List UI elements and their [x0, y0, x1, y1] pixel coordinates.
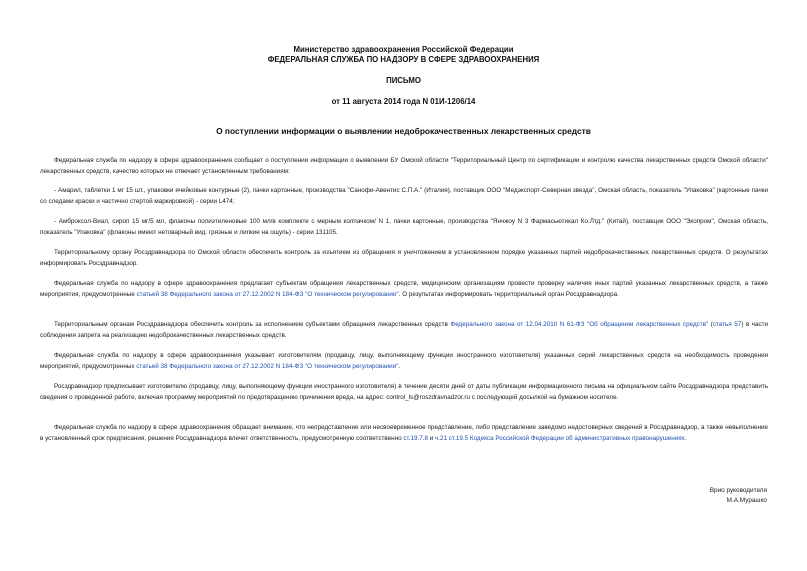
paragraph-2-amaryl: - Амарил, таблетки 1 мг 15 шт., упаковки ячейковые контурные (2), пачки картонные, производства "Санофи-Авентис С.П.А." (Италия), поставщик ООО "Медэкспорт-Северная звезда", Омская область, показатель "Упаковка" (картонные пачки со следами краски и частично стертой маркировкой) - серии L474; — [40, 187, 768, 205]
document-date-number: от 11 августа 2014 года N 01И-1206/14 — [331, 97, 476, 106]
document-title: О поступлении информации о выявлении недоброкачественных лекарственных средств — [216, 126, 591, 136]
paragraph-1: Федеральная служба по надзору в сфере здравоохранения сообщает о поступлении информации о выявлении БУ Омской области "Территориальный Центр по сертификации и контролю качества лекарственных средств Омской области" лекарственных средств, качество которых не отвечает установленным требованиям: — [40, 157, 768, 175]
signature-position: Врио руководителя — [709, 487, 767, 494]
koap-article-19-5-part-21-link[interactable]: ч.21 ст.19.5 Кодекса Российской Федерации об административных правонарушениях — [435, 434, 685, 442]
document-type: ПИСЬМО — [386, 76, 421, 85]
koap-article-19-7-8-link[interactable]: ст.19.7.8 — [403, 434, 428, 442]
article-57-link[interactable]: статья 57 — [712, 321, 742, 328]
paragraph-4: Территориальному органу Росздравнадзора по Омской области обеспечить контроль за изъятием из обращения и уничтожением в установленном порядке указанных партий недоброкачественных лекарственных средств. О результатах информировать Росздравнадзор. — [40, 249, 768, 267]
paragraph-9-text-mid: и — [427, 434, 436, 442]
service-name: ФЕДЕРАЛЬНАЯ СЛУЖБА ПО НАДЗОРУ В СФЕРЕ ЗДРАВООХРАНЕНИЯ — [267, 55, 540, 64]
paragraph-9-text-before: Федеральная служба по надзору в сфере здравоохранения обращает внимание, что непредставление или несвоевременное представление, либо представление заведомо недостоверных сведений в Росздравнадзор, а также невыполнение в установленный срок предписания, решения Росздравнадзора влечет ответственность, предусмотренную соответственно — [40, 424, 768, 442]
paragraph-7-text-before: Федеральная служба по надзору в сфере здравоохранения указывает изготовителям (продавцу, лицу, выполняющему функции иностранного изготовителя) указанных серий лекарственных средств на необходимость проведения мероприятий, предусмотренных — [40, 352, 768, 370]
signature-name: М.А.Мурашко — [726, 497, 767, 504]
paragraph-6-text-mid: ( — [708, 321, 713, 328]
paragraph-3-ambroxol: - Амброксол-Виал, сироп 15 мг/5 мл, флаконы полиэтиленовые 100 мл/в комплекте с мерным колпачком/ N 1, пачки картонные, производства "Янчжоу N 3 Фармасьютикал Ко.Лтд." (Китай), поставщик ООО "Экопром", Омская область, показатель "Упаковка" (флаконы имеют нетоварный вид: грязные и липкие на ощупь) - серии 131105. — [40, 218, 768, 236]
paragraph-5 — [40, 279, 768, 301]
paragraph-7 — [40, 351, 768, 373]
paragraph-5-text-before: Федеральная служба по надзору в сфере здравоохранения предлагает субъектам обращения лекарственных средств, медицинским организациям провести проверку наличия иных партий указанных лекарственных средств, а также мероприятия, предусмотренные — [40, 280, 768, 298]
paragraph-5-text-after: . О результатах информировать территориальный орган Росздравнадзора. — [398, 290, 619, 298]
law-184fz-article-38-link[interactable]: статьей 38 Федерального закона от 27.12.2002 N 184-ФЗ "О техническом регулировании" — [136, 290, 399, 298]
paragraph-8: Росздравнадзор предписывает изготовителю (продавцу, лицу, выполняющему функции иностранного изготовителя) в течение десяти дней от даты публикации информационного письма на официальном сайте Росздравнадзора представить сведения о проведенной работе, включая программу мероприятий по предотвращению причинения вреда, на адрес: control_ls@roszdravnadzor.ru с последующей досылкой на бумажном носителе. — [40, 383, 768, 401]
paragraph-7-text-after: . — [398, 362, 401, 370]
paragraph-6-text-before: Территориальным органам Росздравнадзора обеспечить контроль за исполнением субъектами обращения лекарственных средств — [54, 321, 451, 328]
paragraph-6-text-after: ) в части соблюдения запрета на реализацию недоброкачественных лекарственных средств. — [40, 321, 768, 339]
paragraph-9 — [40, 423, 768, 445]
paragraph-9-text-after: . — [684, 434, 687, 442]
law-61fz-link[interactable]: Федерального закона от 12.04.2010 N 61-ФЗ "Об обращении лекарственных средств" — [450, 321, 709, 328]
paragraph-6 — [40, 320, 768, 342]
law-184fz-article-38-link-2[interactable]: статьей 38 Федерального закона от 27.12.2002 N 184-ФЗ "О техническом регулировании" — [136, 362, 399, 370]
ministry-name: Министерство здравоохранения Российской Федерации — [293, 45, 514, 54]
